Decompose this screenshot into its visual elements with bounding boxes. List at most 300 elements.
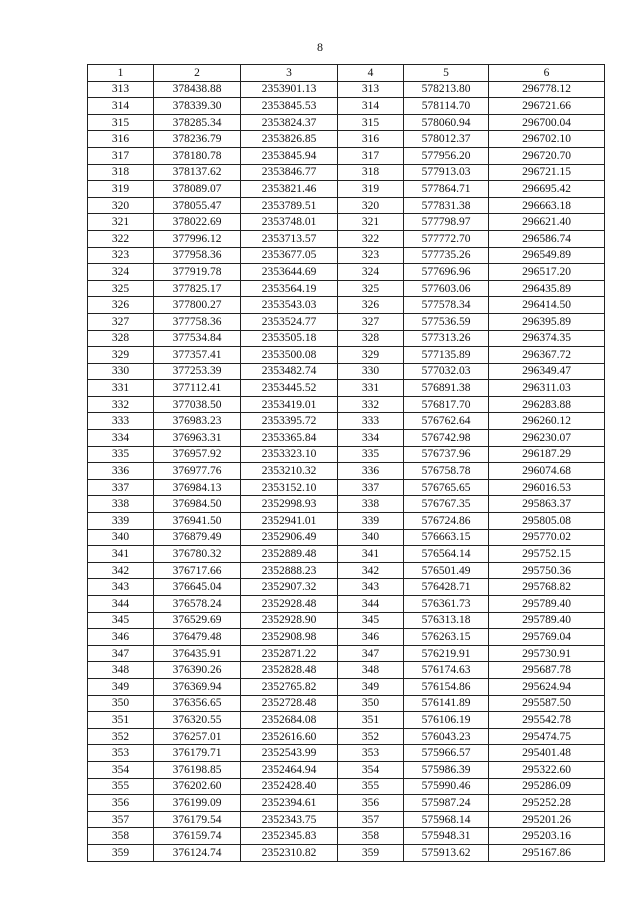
table-cell: 342 (338, 562, 404, 579)
table-cell: 296720.70 (489, 147, 605, 164)
table-cell: 2353482.74 (241, 363, 338, 380)
table-cell: 576891.38 (404, 380, 489, 397)
table-cell: 378236.79 (154, 131, 241, 148)
table-row (88, 313, 605, 330)
table-cell: 356 (88, 795, 154, 812)
table-cell: 296374.35 (489, 330, 605, 347)
table-cell: 347 (338, 645, 404, 662)
table-cell: 295401.48 (489, 745, 605, 762)
table-cell: 296260.12 (489, 413, 605, 430)
table-cell: 576663.15 (404, 529, 489, 546)
table-cell: 2353445.52 (241, 380, 338, 397)
table-cell: 359 (338, 844, 404, 861)
table-cell: 378055.47 (154, 197, 241, 214)
table-row (88, 645, 605, 662)
table-cell: 324 (88, 264, 154, 281)
table-cell: 358 (338, 828, 404, 845)
table-cell: 343 (88, 579, 154, 596)
table-cell: 295769.04 (489, 629, 605, 646)
table-cell: 339 (338, 513, 404, 530)
table-cell: 376984.13 (154, 479, 241, 496)
table-cell: 376435.91 (154, 645, 241, 662)
table-cell: 576174.63 (404, 662, 489, 679)
table-cell: 330 (88, 363, 154, 380)
table-row (88, 728, 605, 745)
table-cell: 295805.08 (489, 513, 605, 530)
table-cell: 323 (88, 247, 154, 264)
table-cell: 348 (88, 662, 154, 679)
table-cell: 2352343.75 (241, 811, 338, 828)
table-cell: 576219.91 (404, 645, 489, 662)
table-cell: 577798.97 (404, 214, 489, 231)
table-cell: 576724.86 (404, 513, 489, 530)
table-cell: 576313.18 (404, 612, 489, 629)
table-row (88, 479, 605, 496)
table-cell: 576361.73 (404, 596, 489, 613)
table-cell: 575968.14 (404, 811, 489, 828)
table-row (88, 413, 605, 430)
table-row (88, 811, 605, 828)
table-cell: 354 (88, 761, 154, 778)
table-cell: 376202.60 (154, 778, 241, 795)
table-cell: 575990.46 (404, 778, 489, 795)
table-cell: 296549.89 (489, 247, 605, 264)
table-cell: 376941.50 (154, 513, 241, 530)
page-number: 8 (317, 40, 323, 54)
table-cell: 376983.23 (154, 413, 241, 430)
table-cell: 576106.19 (404, 712, 489, 729)
table-cell: 328 (338, 330, 404, 347)
table-cell: 2353543.03 (241, 297, 338, 314)
table-row (88, 181, 605, 198)
table-cell: 2352888.23 (241, 562, 338, 579)
table-cell: 345 (88, 612, 154, 629)
table-row (88, 264, 605, 281)
table-cell: 314 (88, 98, 154, 115)
table-cell: 296230.07 (489, 430, 605, 447)
table-cell: 2352394.61 (241, 795, 338, 812)
table-cell: 296074.68 (489, 463, 605, 480)
table-cell: 331 (338, 380, 404, 397)
table-cell: 376257.01 (154, 728, 241, 745)
table-row (88, 131, 605, 148)
table-cell: 2352728.48 (241, 695, 338, 712)
table-cell: 341 (88, 546, 154, 563)
table-cell: 2353748.01 (241, 214, 338, 231)
table-cell: 296395.89 (489, 313, 605, 330)
table-cell: 330 (338, 363, 404, 380)
table-row (88, 778, 605, 795)
table-cell: 2353901.13 (241, 81, 338, 98)
table-cell: 576742.98 (404, 430, 489, 447)
table-cell: 2353419.01 (241, 396, 338, 413)
table-cell: 376479.48 (154, 629, 241, 646)
table-cell: 348 (338, 662, 404, 679)
table-cell: 296349.47 (489, 363, 605, 380)
table-cell: 328 (88, 330, 154, 347)
table-row (88, 164, 605, 181)
table-cell: 296367.72 (489, 347, 605, 364)
table-cell: 576765.65 (404, 479, 489, 496)
table-cell: 295687.78 (489, 662, 605, 679)
table-cell: 2353826.85 (241, 131, 338, 148)
table-cell: 334 (88, 430, 154, 447)
table-cell: 2353505.18 (241, 330, 338, 347)
table-cell: 576263.15 (404, 629, 489, 646)
table-cell: 316 (338, 131, 404, 148)
table-cell: 331 (88, 380, 154, 397)
table-cell: 296435.89 (489, 280, 605, 297)
table-cell: 296311.03 (489, 380, 605, 397)
table-cell: 296187.29 (489, 446, 605, 463)
table-cell: 577536.59 (404, 313, 489, 330)
table-cell: 349 (338, 678, 404, 695)
table-cell: 353 (338, 745, 404, 762)
table-cell: 2352828.48 (241, 662, 338, 679)
table-cell: 576564.14 (404, 546, 489, 563)
table-cell: 341 (338, 546, 404, 563)
table-cell: 296283.88 (489, 396, 605, 413)
table-row (88, 247, 605, 264)
table-cell: 337 (338, 479, 404, 496)
table-cell: 338 (88, 496, 154, 513)
table-cell: 318 (338, 164, 404, 181)
table-cell: 345 (338, 612, 404, 629)
table-cell: 376198.85 (154, 761, 241, 778)
table-cell: 577135.89 (404, 347, 489, 364)
table-cell: 338 (338, 496, 404, 513)
table-cell: 349 (88, 678, 154, 695)
table-cell: 2353644.69 (241, 264, 338, 281)
table-cell: 2353323.10 (241, 446, 338, 463)
table-cell: 320 (88, 197, 154, 214)
table-cell: 296621.40 (489, 214, 605, 231)
table-cell: 295252.28 (489, 795, 605, 812)
table-cell: 577032.03 (404, 363, 489, 380)
column-header: 4 (338, 65, 404, 82)
table-cell: 576043.23 (404, 728, 489, 745)
table-row (88, 230, 605, 247)
table-cell: 322 (338, 230, 404, 247)
table-cell: 2352908.98 (241, 629, 338, 646)
table-cell: 575987.24 (404, 795, 489, 812)
table-cell: 2353210.32 (241, 463, 338, 480)
table-cell: 329 (338, 347, 404, 364)
table-cell: 578213.80 (404, 81, 489, 98)
table-row (88, 98, 605, 115)
table-cell: 376179.71 (154, 745, 241, 762)
table-cell: 351 (338, 712, 404, 729)
table-cell: 377253.39 (154, 363, 241, 380)
table-cell: 378339.30 (154, 98, 241, 115)
table-cell: 351 (88, 712, 154, 729)
table-cell: 575913.62 (404, 844, 489, 861)
table-cell: 344 (88, 596, 154, 613)
table-cell: 296414.50 (489, 297, 605, 314)
table-row (88, 214, 605, 231)
table-cell: 376179.54 (154, 811, 241, 828)
table-row (88, 147, 605, 164)
table-cell: 317 (338, 147, 404, 164)
table-cell: 327 (338, 313, 404, 330)
table-cell: 296663.18 (489, 197, 605, 214)
table-cell: 576762.64 (404, 413, 489, 430)
table-row (88, 496, 605, 513)
table-cell: 296721.66 (489, 98, 605, 115)
table-row (88, 712, 605, 729)
table-cell: 296700.04 (489, 114, 605, 131)
table-cell: 346 (338, 629, 404, 646)
table-cell: 578060.94 (404, 114, 489, 131)
table-cell: 376963.31 (154, 430, 241, 447)
table-cell: 315 (338, 114, 404, 131)
table-cell: 2352345.83 (241, 828, 338, 845)
table-cell: 320 (338, 197, 404, 214)
table-cell: 377825.17 (154, 280, 241, 297)
table-cell: 577735.26 (404, 247, 489, 264)
table-cell: 376356.65 (154, 695, 241, 712)
table-cell: 2352765.82 (241, 678, 338, 695)
table-row (88, 596, 605, 613)
table-cell: 378180.78 (154, 147, 241, 164)
table-cell: 337 (88, 479, 154, 496)
table-cell: 577603.06 (404, 280, 489, 297)
column-header: 3 (241, 65, 338, 82)
table-cell: 577772.70 (404, 230, 489, 247)
table-cell: 339 (88, 513, 154, 530)
table-cell: 577831.38 (404, 197, 489, 214)
table-cell: 295789.40 (489, 596, 605, 613)
table-cell: 2352907.32 (241, 579, 338, 596)
table-cell: 2352464.94 (241, 761, 338, 778)
table-cell: 321 (338, 214, 404, 231)
table-cell: 378022.69 (154, 214, 241, 231)
table-cell: 577913.03 (404, 164, 489, 181)
table-cell: 352 (338, 728, 404, 745)
table-row (88, 114, 605, 131)
column-header: 6 (489, 65, 605, 82)
table-cell: 336 (88, 463, 154, 480)
table-cell: 350 (88, 695, 154, 712)
table-cell: 376879.49 (154, 529, 241, 546)
table-row (88, 529, 605, 546)
column-header: 1 (88, 65, 154, 82)
table-cell: 2353824.37 (241, 114, 338, 131)
table-cell: 376645.04 (154, 579, 241, 596)
table-cell: 295768.82 (489, 579, 605, 596)
table-cell: 314 (338, 98, 404, 115)
table-row (88, 678, 605, 695)
table-cell: 376159.74 (154, 828, 241, 845)
table-cell: 575966.57 (404, 745, 489, 762)
table-cell: 336 (338, 463, 404, 480)
table-cell: 576141.89 (404, 695, 489, 712)
table-cell: 296721.15 (489, 164, 605, 181)
table-cell: 355 (88, 778, 154, 795)
table-cell: 315 (88, 114, 154, 131)
table-cell: 576737.96 (404, 446, 489, 463)
table-cell: 576428.71 (404, 579, 489, 596)
table-row (88, 396, 605, 413)
table-cell: 2353395.72 (241, 413, 338, 430)
table-cell: 376977.76 (154, 463, 241, 480)
table-cell: 577864.71 (404, 181, 489, 198)
table-row (88, 430, 605, 447)
table-cell: 2352928.48 (241, 596, 338, 613)
table-cell: 344 (338, 596, 404, 613)
table-cell: 356 (338, 795, 404, 812)
table-cell: 2353846.77 (241, 164, 338, 181)
table-cell: 2352428.40 (241, 778, 338, 795)
table-cell: 2352889.48 (241, 546, 338, 563)
table-cell: 377758.36 (154, 313, 241, 330)
table-cell: 350 (338, 695, 404, 712)
table-cell: 318 (88, 164, 154, 181)
table-cell: 295542.78 (489, 712, 605, 729)
table-cell: 376529.69 (154, 612, 241, 629)
table-row (88, 745, 605, 762)
table-cell: 296778.12 (489, 81, 605, 98)
table-cell: 2352684.08 (241, 712, 338, 729)
table-row (88, 828, 605, 845)
column-header: 2 (154, 65, 241, 82)
table-body (88, 81, 605, 861)
table-cell: 296702.10 (489, 131, 605, 148)
table-cell: 334 (338, 430, 404, 447)
table-cell: 2353524.77 (241, 313, 338, 330)
table-cell: 2353845.53 (241, 98, 338, 115)
table-row (88, 380, 605, 397)
table-cell: 376780.32 (154, 546, 241, 563)
table-cell: 376957.92 (154, 446, 241, 463)
table-cell: 376717.66 (154, 562, 241, 579)
table-cell: 377038.50 (154, 396, 241, 413)
table-cell: 2352941.01 (241, 513, 338, 530)
table-cell: 376369.94 (154, 678, 241, 695)
table-header-row (88, 65, 605, 82)
table-row (88, 662, 605, 679)
table-cell: 2352871.22 (241, 645, 338, 662)
table-cell: 295286.09 (489, 778, 605, 795)
table-row (88, 197, 605, 214)
table-cell: 576154.86 (404, 678, 489, 695)
table-cell: 313 (338, 81, 404, 98)
table-cell: 576501.49 (404, 562, 489, 579)
table-cell: 329 (88, 347, 154, 364)
table-row (88, 363, 605, 380)
table-cell: 377534.84 (154, 330, 241, 347)
table-cell: 295730.91 (489, 645, 605, 662)
table-cell: 317 (88, 147, 154, 164)
table-cell: 346 (88, 629, 154, 646)
table-cell: 576767.35 (404, 496, 489, 513)
table-cell: 377112.41 (154, 380, 241, 397)
table-cell: 2353677.05 (241, 247, 338, 264)
table-cell: 316 (88, 131, 154, 148)
table-cell: 376578.24 (154, 596, 241, 613)
table-cell: 335 (338, 446, 404, 463)
table-row (88, 446, 605, 463)
table-cell: 378285.34 (154, 114, 241, 131)
table-row (88, 612, 605, 629)
table-row (88, 795, 605, 812)
table-row (88, 347, 605, 364)
table-cell: 323 (338, 247, 404, 264)
table-cell: 577313.26 (404, 330, 489, 347)
table-cell: 295167.86 (489, 844, 605, 861)
table-cell: 343 (338, 579, 404, 596)
coordinates-table (87, 64, 605, 862)
table-cell: 2353564.19 (241, 280, 338, 297)
table-cell: 2353789.51 (241, 197, 338, 214)
table-cell: 377958.36 (154, 247, 241, 264)
table-cell: 295752.15 (489, 546, 605, 563)
table-cell: 2353713.57 (241, 230, 338, 247)
table-cell: 377996.12 (154, 230, 241, 247)
table-cell: 296586.74 (489, 230, 605, 247)
table-cell: 295624.94 (489, 678, 605, 695)
table-cell: 377800.27 (154, 297, 241, 314)
table-cell: 376124.74 (154, 844, 241, 861)
table-cell: 378089.07 (154, 181, 241, 198)
table-cell: 332 (88, 396, 154, 413)
table-cell: 578114.70 (404, 98, 489, 115)
table-cell: 325 (338, 280, 404, 297)
table-row (88, 761, 605, 778)
table-cell: 347 (88, 645, 154, 662)
table-row (88, 463, 605, 480)
table-row (88, 546, 605, 563)
table-cell: 577578.34 (404, 297, 489, 314)
table-cell: 376320.55 (154, 712, 241, 729)
table-row (88, 844, 605, 861)
table-cell: 357 (338, 811, 404, 828)
table-cell: 2353152.10 (241, 479, 338, 496)
table-cell: 377357.41 (154, 347, 241, 364)
table-cell: 326 (338, 297, 404, 314)
table-cell: 2352543.99 (241, 745, 338, 762)
column-header: 5 (404, 65, 489, 82)
table-cell: 358 (88, 828, 154, 845)
table-cell: 575948.31 (404, 828, 489, 845)
table-cell: 2353500.08 (241, 347, 338, 364)
table-cell: 357 (88, 811, 154, 828)
table-cell: 296695.42 (489, 181, 605, 198)
table-cell: 578012.37 (404, 131, 489, 148)
table-cell: 2353365.84 (241, 430, 338, 447)
table-cell: 332 (338, 396, 404, 413)
table-cell: 576817.70 (404, 396, 489, 413)
table-cell: 2352928.90 (241, 612, 338, 629)
table-cell: 319 (88, 181, 154, 198)
table-cell: 575986.39 (404, 761, 489, 778)
table-cell: 313 (88, 81, 154, 98)
table-cell: 354 (338, 761, 404, 778)
table-cell: 340 (338, 529, 404, 546)
table-cell: 296517.20 (489, 264, 605, 281)
table-cell: 352 (88, 728, 154, 745)
table-cell: 342 (88, 562, 154, 579)
table-cell: 295770.02 (489, 529, 605, 546)
table-cell: 377919.78 (154, 264, 241, 281)
table-row (88, 629, 605, 646)
table-cell: 2352998.93 (241, 496, 338, 513)
table-cell: 321 (88, 214, 154, 231)
table-cell: 295587.50 (489, 695, 605, 712)
table-cell: 2352310.82 (241, 844, 338, 861)
table-cell: 324 (338, 264, 404, 281)
table-row (88, 579, 605, 596)
